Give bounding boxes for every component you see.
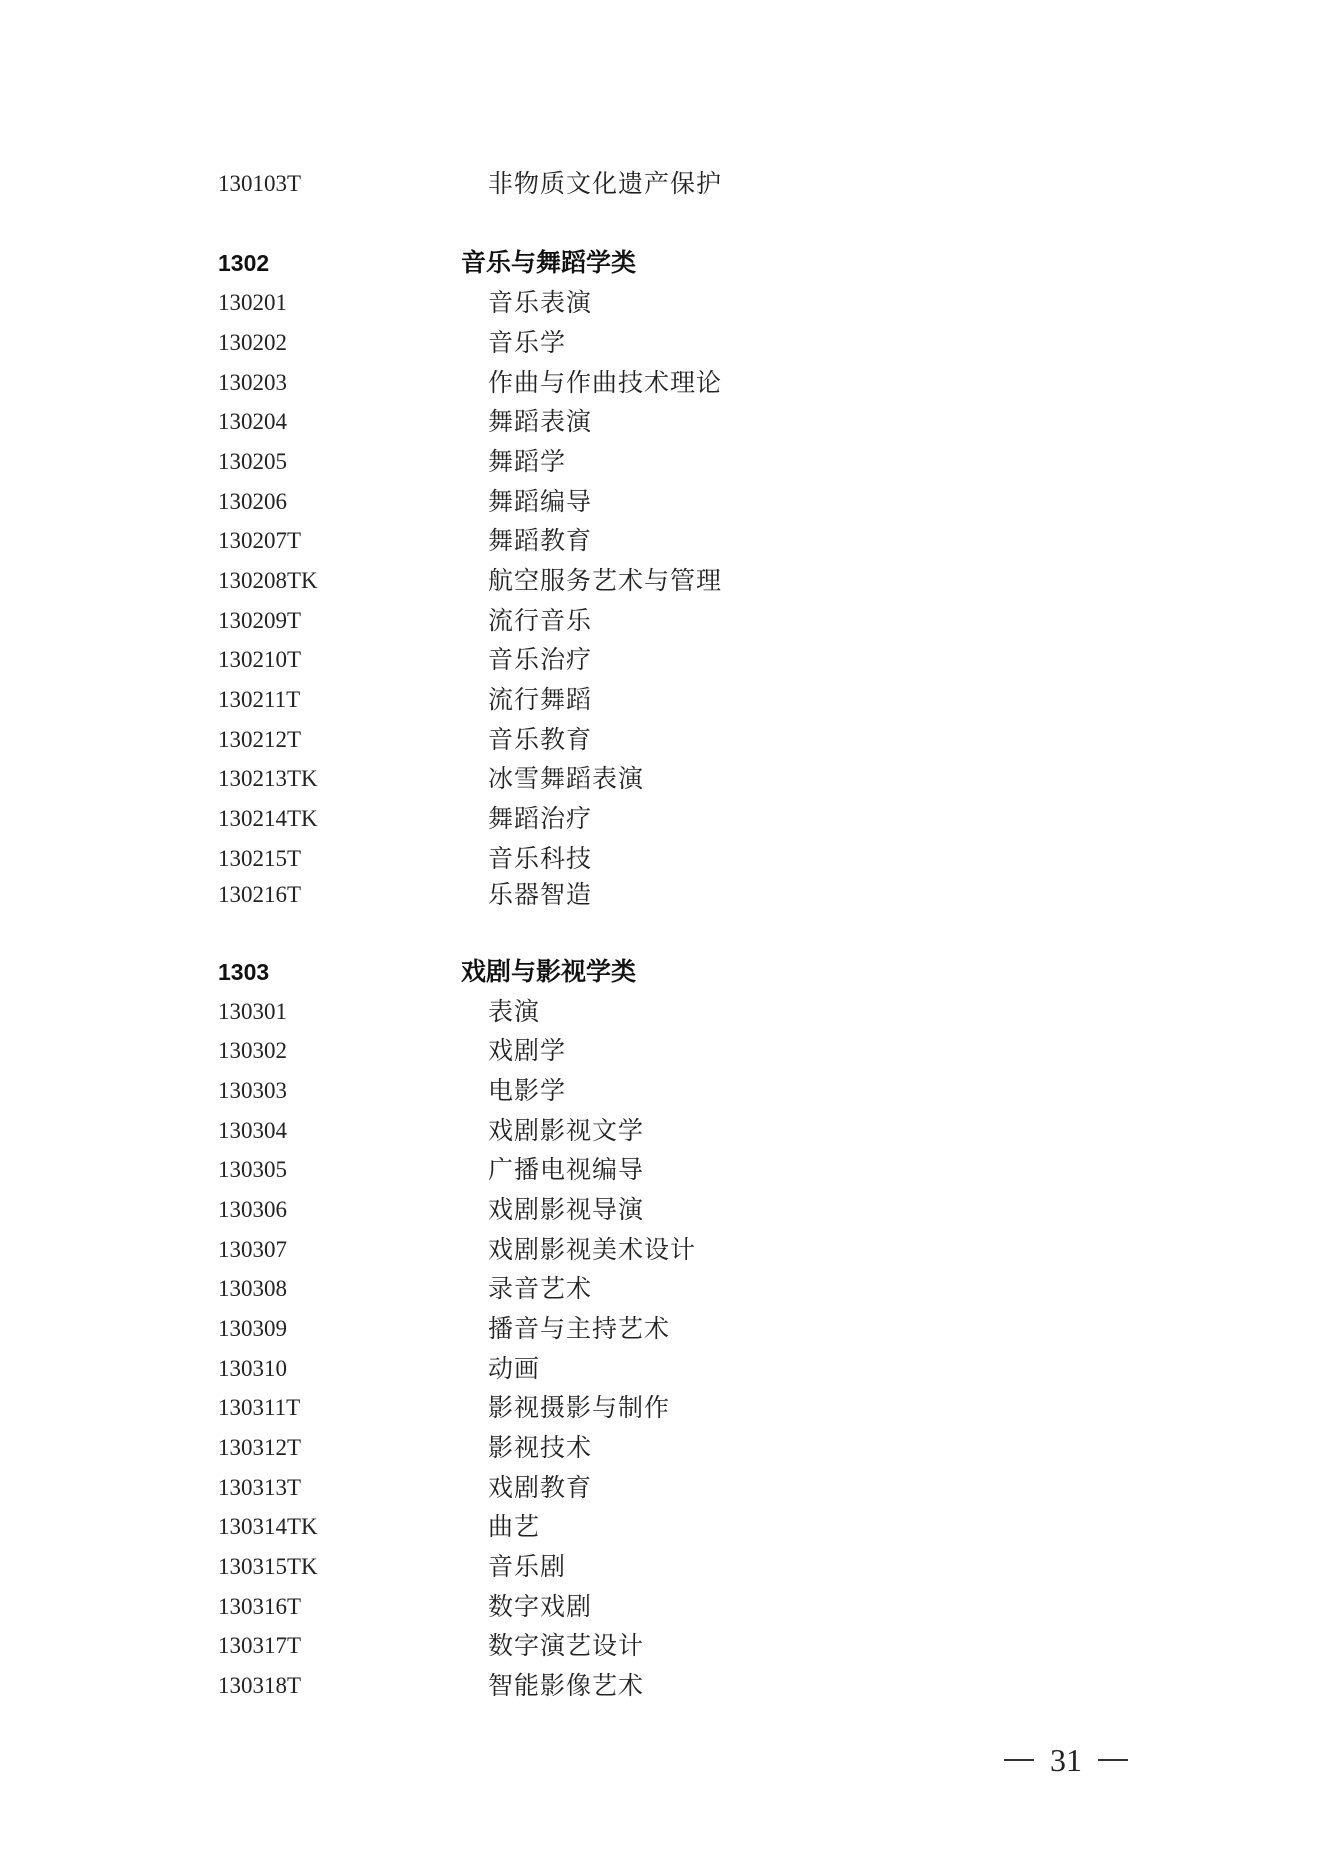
list-item (0, 1349, 1323, 1389)
category-heading (0, 952, 1323, 992)
item-name: 航空服务艺术与管理 (488, 566, 723, 595)
list-item (0, 402, 1323, 442)
item-name: 流行音乐 (488, 606, 593, 635)
item-code: 130301 (218, 999, 287, 1024)
list-item (0, 680, 1323, 720)
list-item (0, 521, 1323, 561)
item-name: 音乐教育 (488, 725, 593, 754)
item-name: 影视技术 (488, 1433, 593, 1462)
list-item (0, 561, 1323, 601)
list-item (0, 1507, 1323, 1547)
list-item (0, 1150, 1323, 1190)
item-code: 130211T (218, 687, 301, 712)
page-number-dash-right (1098, 1759, 1128, 1761)
item-code: 130212T (218, 727, 302, 752)
item-code: 130206 (218, 489, 287, 514)
category-code: 1303 (218, 959, 270, 985)
page-number-dash-left (1004, 1759, 1034, 1761)
list-item (0, 1547, 1323, 1587)
item-name: 表演 (488, 997, 541, 1026)
item-name: 戏剧影视导演 (488, 1195, 645, 1224)
list-item (0, 482, 1323, 522)
item-name: 数字演艺设计 (488, 1631, 645, 1660)
item-name: 曲艺 (488, 1512, 541, 1541)
item-name: 数字戏剧 (488, 1592, 593, 1621)
item-name: 音乐学 (488, 328, 567, 357)
item-name: 非物质文化遗产保护 (488, 169, 723, 198)
item-code: 130317T (218, 1633, 302, 1658)
item-name: 舞蹈表演 (488, 407, 593, 436)
item-name: 电影学 (488, 1076, 567, 1105)
item-name: 音乐科技 (488, 844, 593, 873)
list-item (0, 720, 1323, 760)
list-item (0, 839, 1323, 879)
item-name: 戏剧影视美术设计 (488, 1235, 697, 1264)
item-name: 动画 (488, 1354, 541, 1383)
list-item (0, 164, 1323, 204)
item-code: 130204 (218, 409, 287, 434)
category-heading (0, 243, 1323, 283)
item-name: 戏剧学 (488, 1036, 567, 1065)
item-code: 130208TK (218, 568, 318, 593)
list-item (0, 1666, 1323, 1706)
item-code: 130307 (218, 1237, 287, 1262)
item-code: 130312T (218, 1435, 302, 1460)
list-item (0, 1626, 1323, 1666)
list-item (0, 1071, 1323, 1111)
item-name: 影视摄影与制作 (488, 1393, 671, 1422)
category-name: 音乐与舞蹈学类 (461, 248, 637, 277)
item-code: 130103T (218, 171, 302, 196)
item-code: 130202 (218, 330, 287, 355)
item-code: 130306 (218, 1197, 287, 1222)
list-item (0, 1428, 1323, 1468)
item-code: 130310 (218, 1356, 287, 1381)
item-code: 130207T (218, 528, 302, 553)
item-code: 130203 (218, 370, 287, 395)
item-code: 130205 (218, 449, 287, 474)
list-item (0, 1309, 1323, 1349)
item-code: 130214TK (218, 806, 318, 831)
item-code: 130210T (218, 647, 302, 672)
list-item (0, 363, 1323, 403)
item-code: 130311T (218, 1395, 301, 1420)
list-item (0, 1468, 1323, 1508)
item-name: 录音艺术 (488, 1274, 593, 1303)
item-name: 音乐表演 (488, 288, 593, 317)
list-item (0, 1388, 1323, 1428)
list-item (0, 759, 1323, 799)
item-name: 播音与主持艺术 (488, 1314, 671, 1343)
item-code: 130303 (218, 1078, 287, 1103)
item-code: 130308 (218, 1276, 287, 1301)
item-code: 130315TK (218, 1554, 318, 1579)
category-name: 戏剧与影视学类 (461, 957, 637, 986)
item-code: 130313T (218, 1475, 302, 1500)
item-name: 流行舞蹈 (488, 685, 593, 714)
item-code: 130318T (218, 1673, 302, 1698)
list-item (0, 992, 1323, 1032)
item-code: 130305 (218, 1157, 287, 1182)
item-name: 音乐剧 (488, 1552, 567, 1581)
list-item (0, 875, 1323, 915)
item-name: 智能影像艺术 (488, 1671, 645, 1700)
list-item (0, 601, 1323, 641)
item-name: 音乐治疗 (488, 645, 593, 674)
page-number (1004, 1738, 1128, 1782)
item-name: 冰雪舞蹈表演 (488, 764, 645, 793)
list-item (0, 1031, 1323, 1071)
list-item (0, 323, 1323, 363)
item-name: 广播电视编导 (488, 1155, 645, 1184)
item-name: 乐器智造 (488, 880, 593, 909)
item-code: 130209T (218, 608, 302, 633)
item-name: 舞蹈编导 (488, 487, 593, 516)
item-name: 戏剧影视文学 (488, 1116, 645, 1145)
list-item (0, 640, 1323, 680)
item-code: 130304 (218, 1118, 287, 1143)
category-code: 1302 (218, 250, 270, 276)
list-item (0, 1190, 1323, 1230)
item-code: 130213TK (218, 766, 318, 791)
item-code: 130216T (218, 882, 302, 907)
list-item (0, 283, 1323, 323)
list-item (0, 1111, 1323, 1151)
item-name: 舞蹈学 (488, 447, 567, 476)
page-number-value: 31 (1050, 1741, 1082, 1778)
item-code: 130314TK (218, 1514, 318, 1539)
item-code: 130215T (218, 846, 302, 871)
item-code: 130302 (218, 1038, 287, 1063)
item-code: 130201 (218, 290, 287, 315)
item-name: 戏剧教育 (488, 1473, 593, 1502)
item-name: 舞蹈治疗 (488, 804, 593, 833)
list-item (0, 442, 1323, 482)
item-code: 130309 (218, 1316, 287, 1341)
list-item (0, 1587, 1323, 1627)
item-name: 舞蹈教育 (488, 526, 593, 555)
list-item (0, 799, 1323, 839)
list-item (0, 1230, 1323, 1270)
item-code: 130316T (218, 1594, 302, 1619)
list-item (0, 1269, 1323, 1309)
item-name: 作曲与作曲技术理论 (488, 368, 723, 397)
